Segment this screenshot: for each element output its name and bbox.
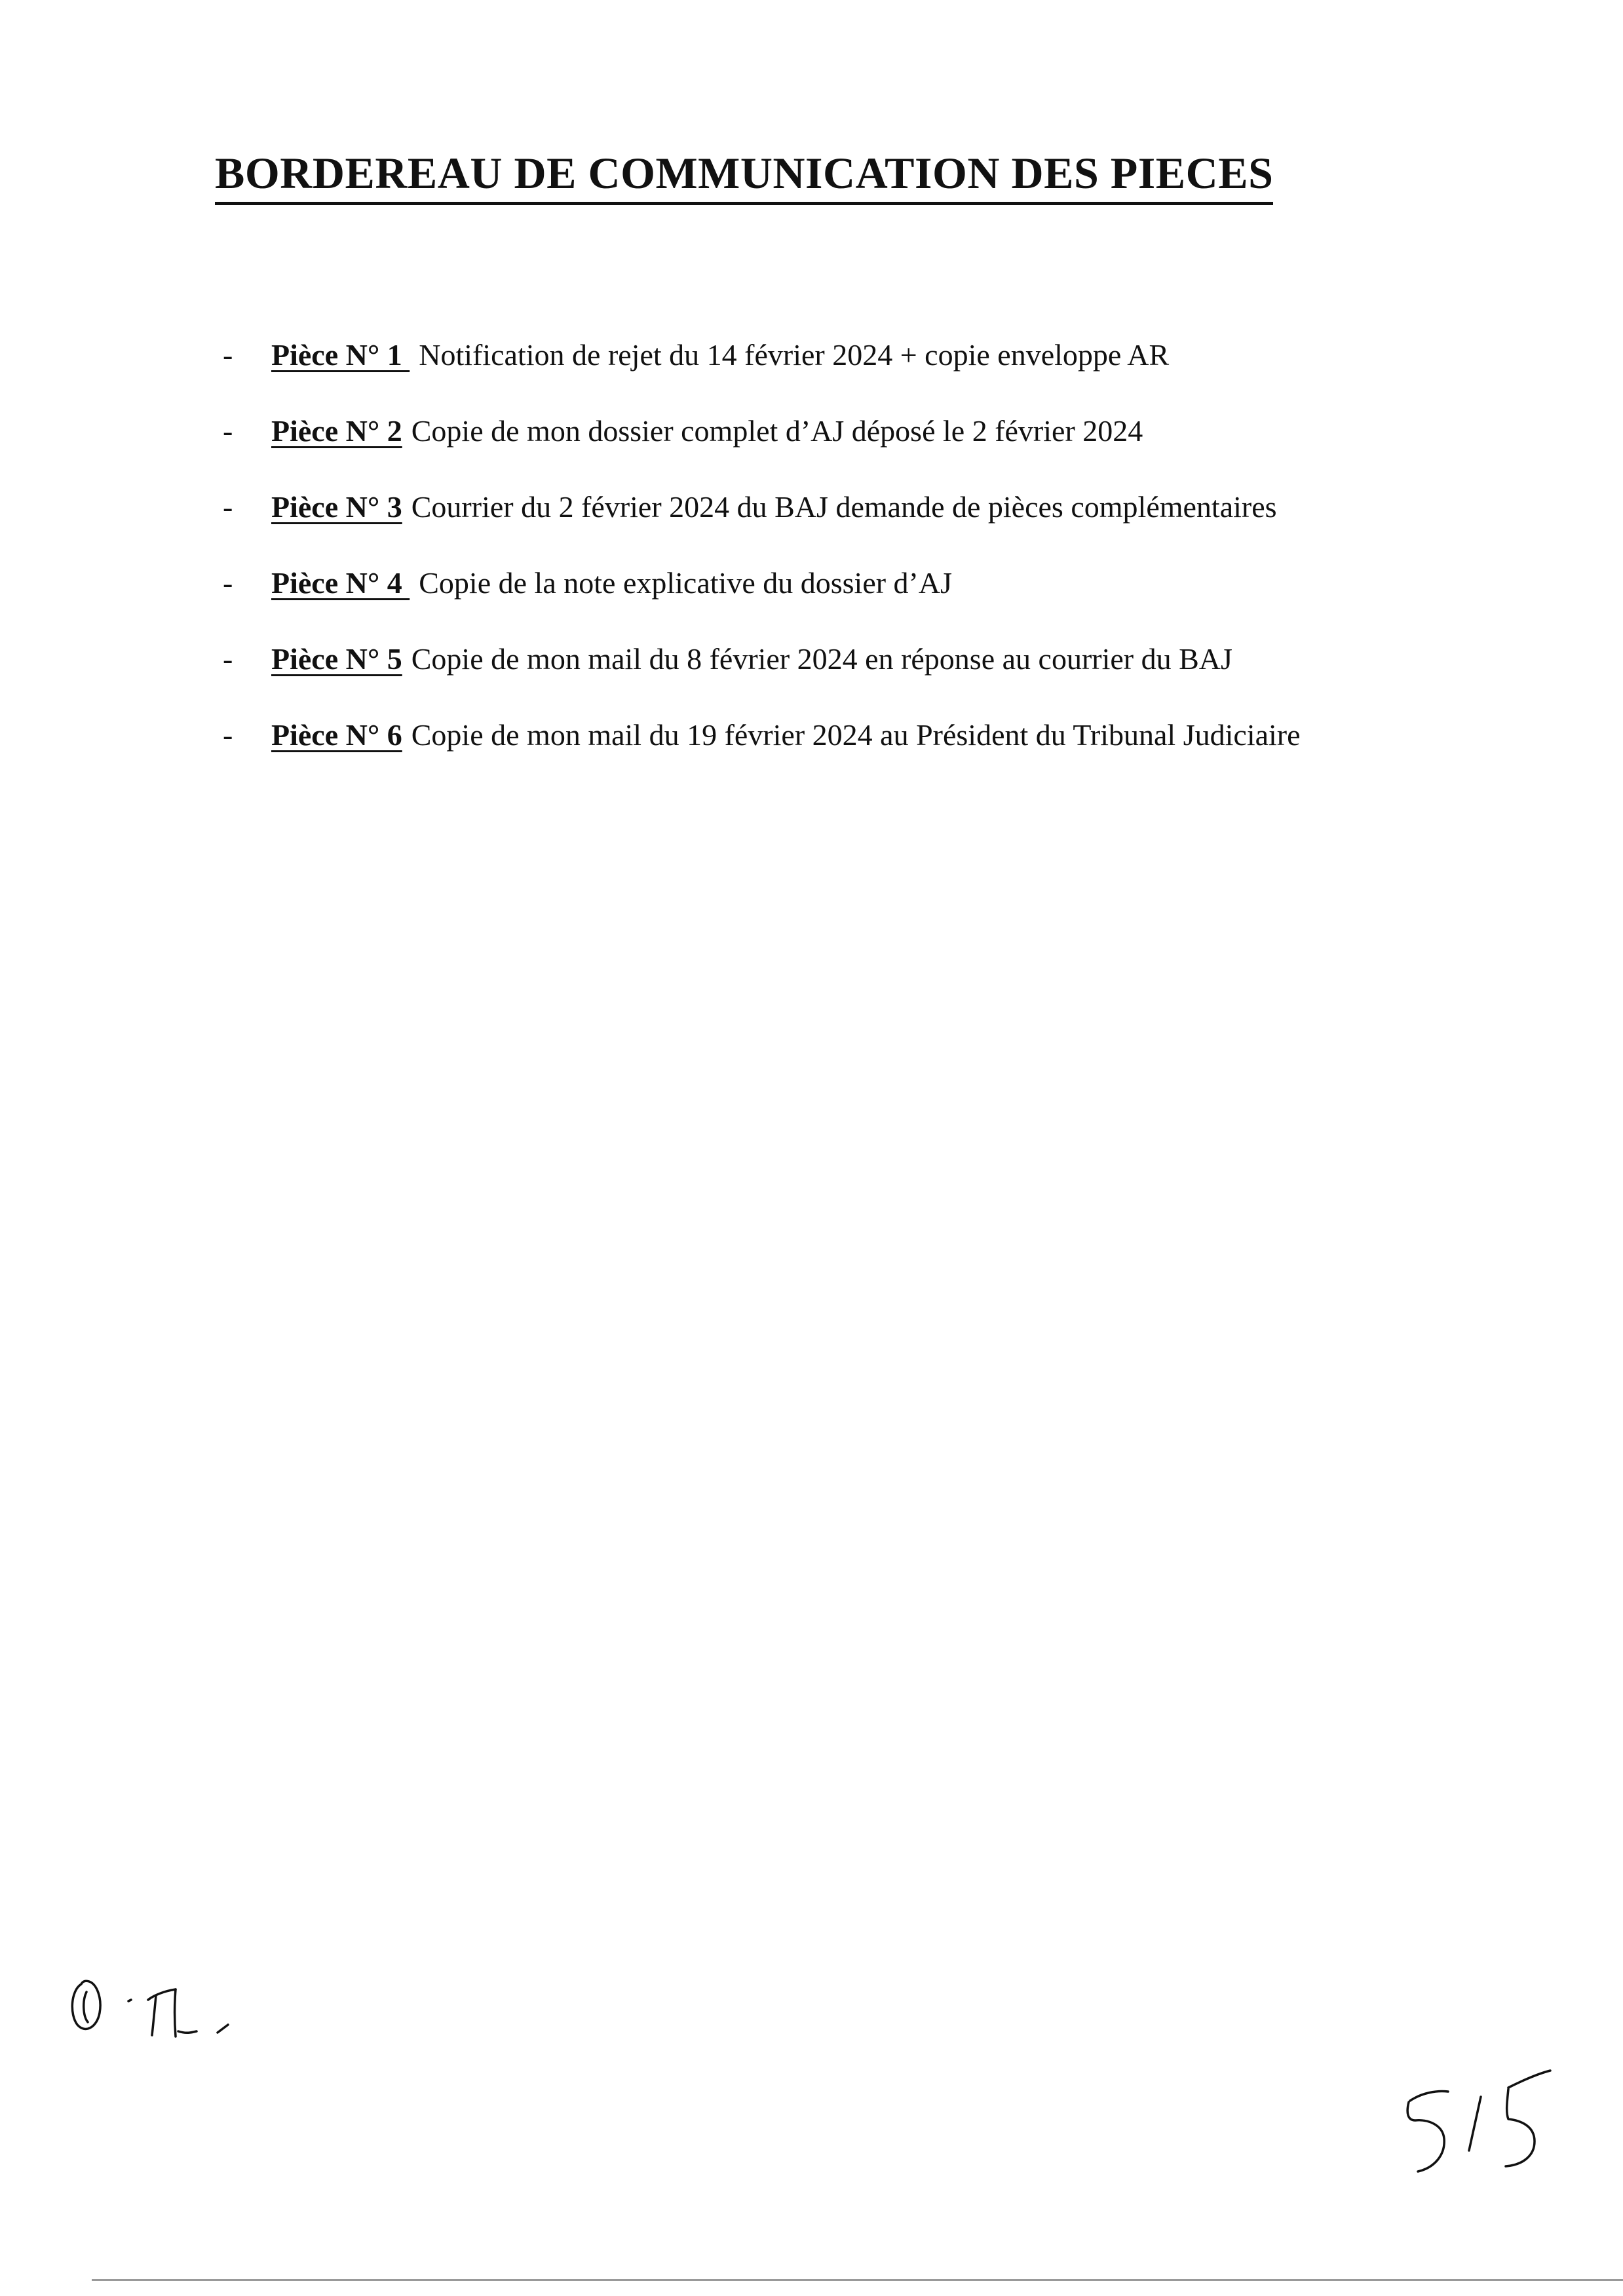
list-item bbox=[223, 562, 1301, 638]
piece-label: Pièce N° 2 bbox=[271, 414, 402, 448]
list-item bbox=[223, 334, 1301, 410]
piece-description: Notification de rejet du 14 février 2024 + copie enveloppe AR bbox=[419, 338, 1170, 372]
footer-divider bbox=[92, 2279, 1623, 2281]
piece-label: Pièce N° 4 bbox=[271, 566, 410, 600]
piece-description: Copie de mon mail du 8 février 2024 en réponse au courrier du BAJ bbox=[411, 642, 1232, 676]
piece-description: Courrier du 2 février 2024 du BAJ demande de pièces complémentaires bbox=[411, 490, 1277, 524]
list-bullet: - bbox=[223, 566, 233, 600]
list-item bbox=[223, 486, 1301, 562]
list-bullet: - bbox=[223, 490, 233, 524]
list-item bbox=[223, 714, 1301, 790]
piece-label: Pièce N° 5 bbox=[271, 642, 402, 676]
piece-description: Copie de mon dossier complet d’AJ déposé le 2 février 2024 bbox=[411, 414, 1143, 448]
handwritten-initials bbox=[63, 1959, 259, 2051]
list-bullet: - bbox=[223, 414, 233, 448]
piece-description: Copie de la note explicative du dossier d’AJ bbox=[419, 566, 952, 600]
list-item bbox=[223, 638, 1301, 714]
pieces-list bbox=[223, 334, 1301, 790]
piece-label: Pièce N° 3 bbox=[271, 490, 402, 524]
list-bullet: - bbox=[223, 642, 233, 676]
piece-label: Pièce N° 1 bbox=[271, 338, 410, 372]
list-item bbox=[223, 410, 1301, 486]
list-bullet: - bbox=[223, 338, 233, 372]
list-bullet: - bbox=[223, 718, 233, 752]
piece-description: Copie de mon mail du 19 février 2024 au Président du Tribunal Judiciaire bbox=[411, 718, 1301, 752]
piece-label: Pièce N° 6 bbox=[271, 718, 402, 752]
page-title: BORDEREAU DE COMMUNICATION DES PIECES bbox=[215, 145, 1273, 205]
handwritten-page-number bbox=[1396, 2064, 1566, 2182]
